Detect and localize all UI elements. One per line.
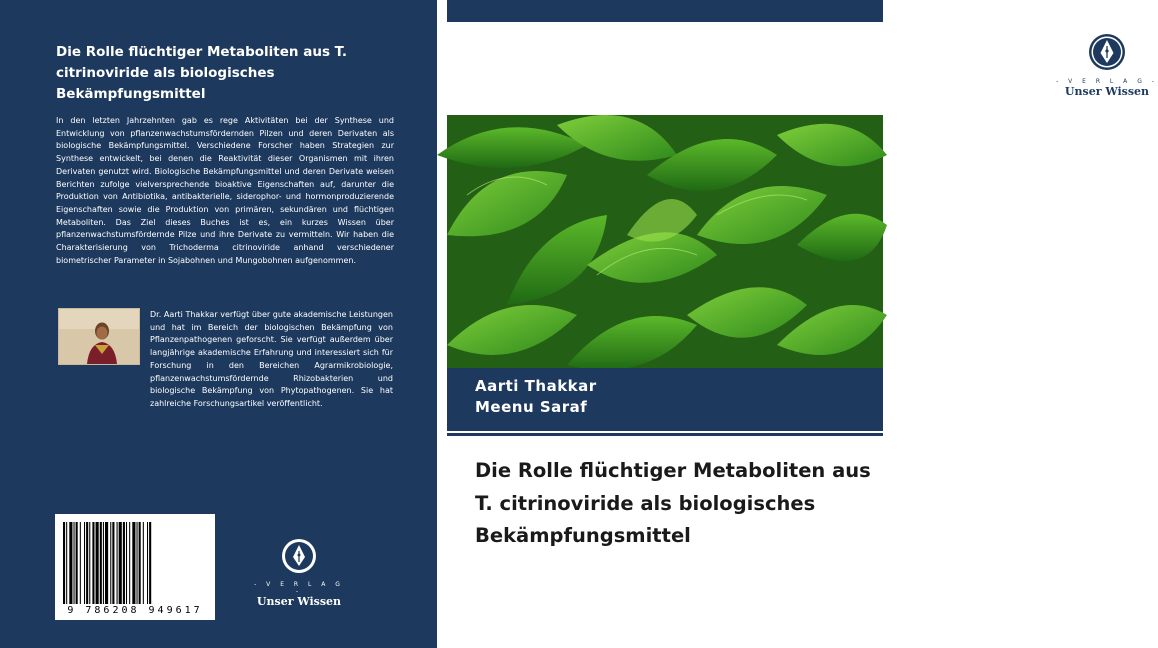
front-cover	[447, 0, 1158, 648]
front-cover-title: Die Rolle flüchtiger Metaboliten aus T. citrinoviride als biologisches Bekämpfungsmittel	[475, 459, 871, 547]
verlag-label: - V E R L A G -	[254, 581, 344, 595]
verlag-label: - V E R L A G -	[1056, 78, 1158, 85]
publisher-logo-front	[1056, 32, 1158, 98]
isbn-number: 9 786208 949617	[67, 605, 203, 616]
top-band	[447, 0, 883, 22]
author-name-2: Meenu Saraf	[475, 398, 588, 416]
author-name-1: Aarti Thakkar	[475, 377, 597, 395]
back-cover-title: Die Rolle flüchtiger Metaboliten aus T. citrinoviride als biologisches Bekämpfungsmittel	[56, 44, 347, 102]
publisher-name: Unser Wissen	[256, 595, 342, 608]
publisher-name: Unser Wissen	[1064, 85, 1150, 98]
spine	[437, 0, 447, 648]
divider-rule	[447, 433, 883, 436]
pen-nib-logo-icon	[1087, 32, 1127, 72]
author-band	[447, 368, 883, 431]
barcode	[55, 514, 215, 620]
author-photo	[58, 308, 140, 365]
publisher-logo-back	[250, 537, 348, 608]
back-cover-description: In den letzten Jahrzehnten gab es rege Aktivitäten bei der Synthese und Entwicklung von pflanzenwachstumsfördernden Pilzen und deren Derivaten als biologische Bekämpfungsmittel. Verschiedene Forscher haben Strategien zur Synthese entwickelt, bei denen die Reaktivität dieser Organismen mit ihren Derivaten genutzt wird. Biologische Bekämpfungsmittel und deren Derivate weisen Berichten zufolge vielversprechende bioaktive Eigenschaften auf, darunter die Produktion von Antibiotika, antibakterielle, siderophor- und hormonproduzierende Eigenschaften sowie die Produktion von primären, sekundären und flüchtigen Metaboliten. Das Ziel dieses Buches ist es, ein kurzes Wissen über pflanzenwachstumsfördernde Pilze und ihre Derivate zu vermitteln. Wir haben die Charakterisierung von Trichoderma citrinoviride anhand verschiedener biometrischer Parameter in Sojabohnen und Mungobohnen aufgenommen.	[56, 116, 394, 265]
pen-nib-logo-icon	[280, 537, 318, 575]
back-cover	[0, 0, 437, 648]
leaf-photo	[447, 115, 883, 368]
author-bio: Dr. Aarti Thakkar verfügt über gute akademische Leistungen und hat im Bereich der biologischen Bekämpfung von Pflanzenpathogenen geforscht. Sie verfügt außerdem über langjährige akademische Erfahrung und interessiert sich für Forschung in den Bereichen Agrarmikrobiologie, pflanzenwachstumsfördernde Rhizobakterien und biologische Bekämpfung von Phytopathogenen. Sie hat zahlreiche Forschungsartikel veröffentlicht.	[150, 310, 393, 408]
